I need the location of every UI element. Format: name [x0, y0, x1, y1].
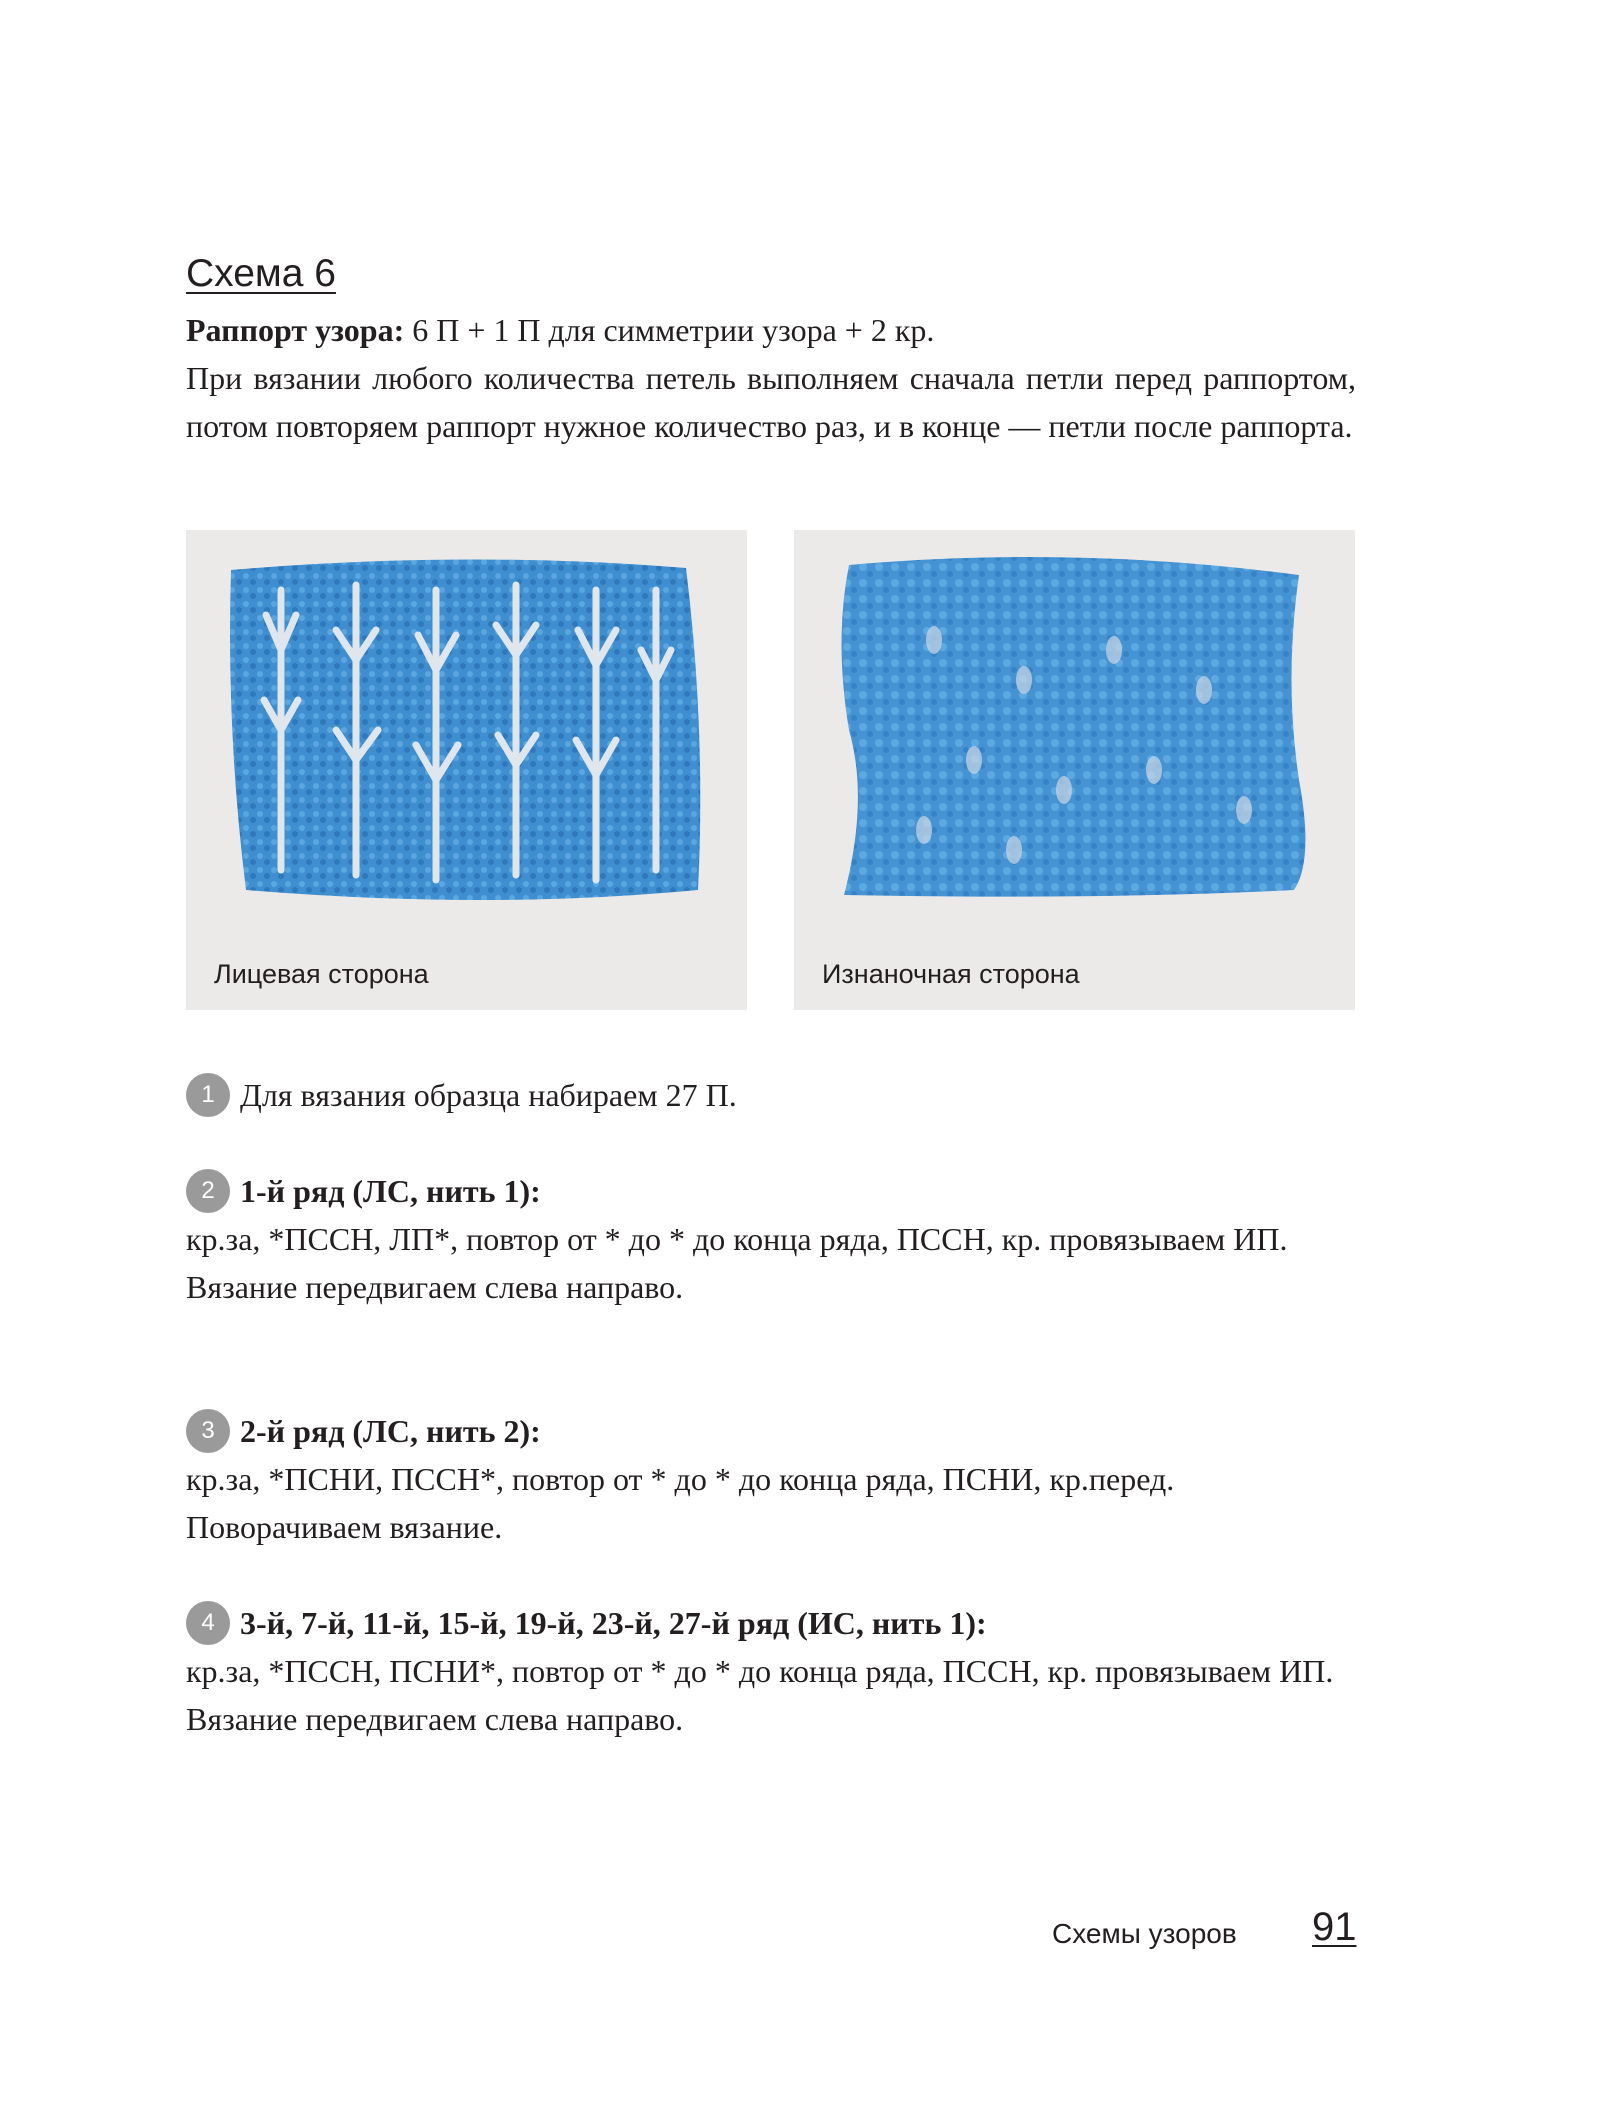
back-side-swatch-image [794, 530, 1355, 1010]
footer-section-label: Схемы узоров [1052, 1918, 1237, 1949]
step-line: Вязание передвигаем слева направо. [186, 1701, 684, 1737]
step-4 [186, 1599, 1356, 1743]
step-1 [186, 1071, 1356, 1119]
step-number-badge: 2 [186, 1169, 230, 1213]
step-1-text: Для вязания образца набираем 27 П. [240, 1077, 737, 1113]
rapport-line [186, 306, 1356, 354]
step-line: кр.за, *ПСНИ, ПССН*, повтор от * до * до конца ряда, ПСНИ, кр.перед. [186, 1461, 1175, 1497]
step-2-head [186, 1167, 1356, 1215]
step-number-badge: 4 [186, 1601, 230, 1645]
step-heading: 1-й ряд (ЛС, нить 1): [240, 1173, 541, 1209]
page-title: Схема 6 [186, 252, 336, 295]
step-1-head [186, 1071, 1356, 1119]
step-4-head [186, 1599, 1356, 1647]
step-heading: 2-й ряд (ЛС, нить 2): [240, 1413, 541, 1449]
step-3-head [186, 1407, 1356, 1455]
back-side-photo [794, 530, 1355, 1010]
step-2 [186, 1167, 1356, 1311]
step-line: Поворачиваем вязание. [186, 1509, 503, 1545]
step-number-badge: 3 [186, 1409, 230, 1453]
page-number: 91 [1312, 1905, 1357, 1949]
front-side-photo [186, 530, 747, 1010]
step-line: кр.за, *ПССН, ПСНИ*, повтор от * до * до конца ряда, ПССН, кр. провязываем ИП. [186, 1653, 1334, 1689]
step-heading: 3-й, 7-й, 11-й, 15-й, 19-й, 23-й, 27-й ряд (ИС, нить 1): [240, 1605, 987, 1641]
step-line: кр.за, *ПССН, ЛП*, повтор от * до * до конца ряда, ПССН, кр. провязываем ИП. [186, 1221, 1288, 1257]
step-3 [186, 1407, 1356, 1551]
rapport-value: 6 П + 1 П для симметрии узора + 2 кр. [404, 312, 935, 348]
intro-description: При вязании любого количества петель выполняем сначала петли перед раппортом, потом повторяем раппорт нужное количество раз, и в конце — петли после раппорта. [186, 360, 1356, 444]
step-line: Вязание передвигаем слева направо. [186, 1269, 684, 1305]
front-side-caption: Лицевая сторона [214, 959, 429, 989]
back-side-caption: Изнаночная сторона [822, 959, 1080, 989]
step-number-badge: 1 [186, 1073, 230, 1117]
intro-block [186, 306, 1356, 450]
rapport-label: Раппорт узора: [186, 312, 405, 348]
front-side-swatch-image [186, 530, 747, 1010]
